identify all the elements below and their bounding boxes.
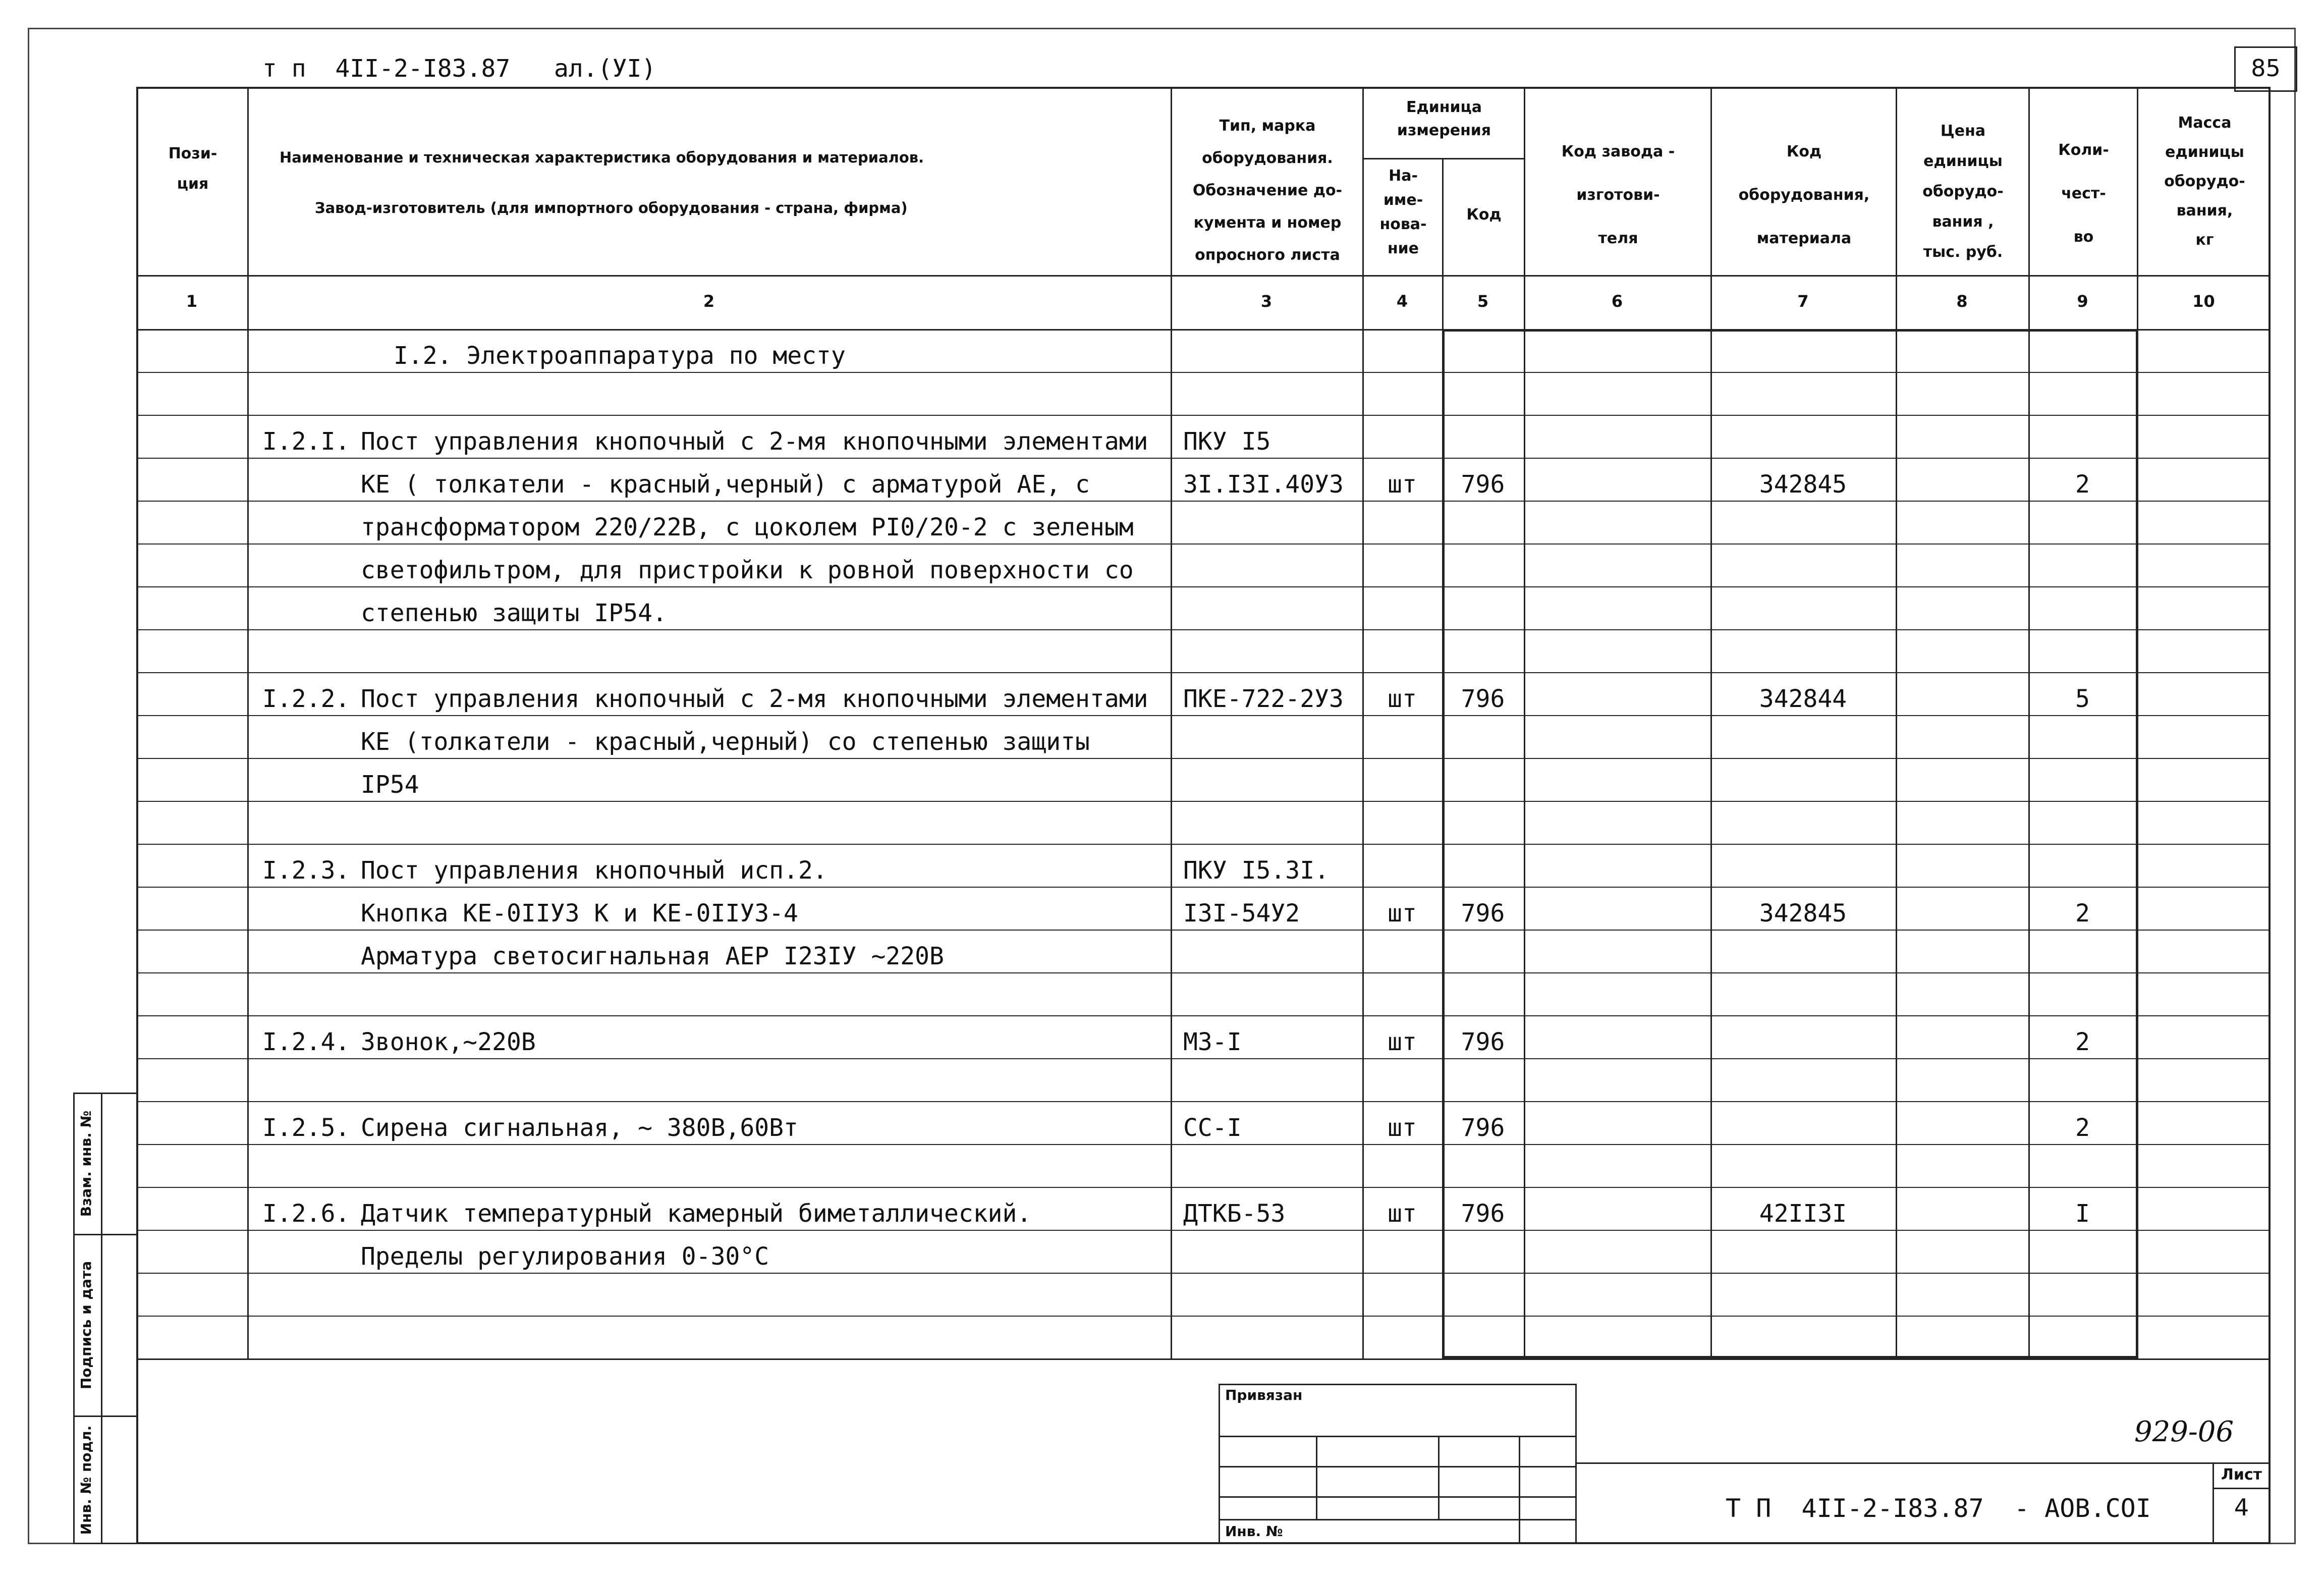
inv-no-label: Инв. № (1225, 1523, 1283, 1540)
column-number: 1 (186, 292, 198, 311)
header-unit-code: Код (1466, 206, 1502, 224)
row-position: I.2.2. (262, 685, 350, 713)
header-mass-l1: Масса (2178, 114, 2232, 132)
header-price-l1: Цена (1940, 122, 1986, 140)
row-quantity: I (2075, 1200, 2090, 1228)
row-type: СС-I (1183, 1114, 1242, 1142)
col-line-2 (1171, 87, 1172, 1358)
row-quantity: 2 (2075, 1028, 2090, 1056)
row-unit: шт (1388, 1028, 1417, 1056)
row-unit: шт (1388, 899, 1417, 928)
col-line-1 (247, 87, 249, 1358)
row-name: Пределы регулирования 0-30°С (361, 1242, 769, 1271)
title-top-line (1577, 1462, 2271, 1464)
row-position: I.2.4. (262, 1028, 350, 1056)
header-price-l2: единицы (1923, 152, 2003, 170)
row-name: Звонок,~220В (361, 1028, 536, 1056)
row-unit: шт (1388, 685, 1417, 713)
header-mass-l2: единицы (2165, 143, 2244, 161)
header-mass (2139, 108, 2271, 255)
doc-reference: т п 4II-2-I83.87 ал.(УI) (262, 55, 656, 83)
header-factory-l2: изготови- (1576, 186, 1660, 204)
header-type-l1: Тип, марка (1219, 117, 1316, 135)
header-type-l3: Обозначение до- (1192, 182, 1343, 199)
row-unit-code: 796 (1461, 1200, 1505, 1228)
pb-line-1 (1219, 1436, 1577, 1437)
row-equipment-code: 342845 (1759, 899, 1847, 928)
row-unit: шт (1388, 1114, 1417, 1142)
handwritten-code: 929-06 (2134, 1415, 2234, 1448)
header-type-l2: оборудования. (1202, 149, 1333, 167)
row-name: Сирена сигнальная, ~ 380В,60Вт (361, 1114, 798, 1142)
col-line-3 (1362, 87, 1364, 1358)
header-unit-name-l4: ние (1387, 240, 1419, 257)
header-name-line1: Наименование и техническая характеристика оборудования и материалов. (280, 149, 924, 166)
header-unit-name (1364, 164, 1442, 261)
row-quantity: 2 (2075, 1114, 2090, 1142)
header-unit-name-l2: име- (1383, 191, 1423, 209)
pb-v-2 (1438, 1436, 1440, 1519)
row-position: I.2.5. (262, 1114, 350, 1142)
header-price-l3: оборудо- (1922, 183, 2004, 200)
header-qty-l2: чест- (2061, 185, 2106, 202)
column-number: 2 (703, 292, 715, 311)
row-name: степенью защиты IР54. (361, 599, 667, 627)
header-mass-l4: вания, (2176, 202, 2233, 220)
row-position: I.2.6. (262, 1200, 350, 1228)
row-quantity: 5 (2075, 685, 2090, 713)
header-price-l4: вания , (1932, 213, 1994, 231)
row-type: ПКУ I5.3I. (1183, 856, 1329, 885)
row-unit-code: 796 (1461, 899, 1505, 928)
column-number: 9 (2077, 292, 2088, 311)
column-number: 5 (1477, 292, 1489, 311)
side-podpis: Подпись и дата (78, 1261, 94, 1390)
sheet-label: Лист (2221, 1466, 2262, 1484)
header-unit-name-l3: нова- (1379, 215, 1427, 233)
row-unit-code: 796 (1461, 685, 1505, 713)
column-number: 4 (1396, 292, 1408, 311)
row-position: I.2.I. (262, 427, 350, 456)
row-quantity: 2 (2075, 470, 2090, 499)
highlight-box (1442, 329, 2138, 1358)
column-number: 6 (1611, 292, 1623, 311)
header-equipment-code (1712, 130, 1896, 260)
row-type: ПКУ I5 (1183, 427, 1271, 456)
header-unit-l1: Единица (1406, 98, 1482, 116)
pb-line-4 (1219, 1519, 1577, 1520)
header-factory-l3: теля (1598, 230, 1638, 247)
row-name: КЕ (толкатели - красный,черный) со степенью защиты (361, 728, 1090, 756)
header-quantity (2030, 129, 2137, 259)
column-number: 10 (2192, 292, 2215, 311)
footer-document-code: Т П 4II-2-I83.87 - АОВ.СОI (1726, 1494, 2151, 1523)
row-name: светофильтром, для пристройки к ровной поверхности со (361, 556, 1134, 584)
header-factory-l1: Код завода - (1561, 143, 1675, 160)
header-name (249, 132, 1171, 233)
column-number: 7 (1797, 292, 1809, 311)
privyazan-label: Привязан (1225, 1387, 1303, 1403)
row-name: Пост управления кнопочный с 2-мя кнопочными элементами (361, 685, 1148, 713)
row-equipment-code: 42II3I (1759, 1200, 1847, 1228)
row-quantity: 2 (2075, 899, 2090, 928)
sheet-number: 4 (2234, 1494, 2249, 1521)
row-name: Пост управления кнопочный с 2-мя кнопочными элементами (361, 427, 1148, 456)
side-vzam: Взам. инв. № (78, 1110, 94, 1217)
header-price (1898, 116, 2028, 267)
sheet-label-line (2212, 1488, 2271, 1489)
row-name: КЕ ( толкатели - красный,черный) с арматурой АЕ, с (361, 470, 1090, 499)
pb-v-3 (1519, 1436, 1520, 1544)
pb-line-3 (1219, 1496, 1577, 1498)
header-mass-l3: оборудо- (2164, 173, 2245, 190)
row-name: IР54 (361, 771, 419, 799)
header-unit-name-l1: На- (1389, 167, 1418, 185)
pb-v-1 (1316, 1436, 1317, 1519)
header-price-l5: тыс. руб. (1923, 243, 2003, 261)
row-name: Датчик температурный камерный биметаллический. (361, 1200, 1032, 1228)
header-mass-l5: кг (2195, 231, 2214, 249)
row-unit-code: 796 (1461, 1028, 1505, 1056)
header-qty-l3: во (2073, 228, 2094, 246)
row-type: МЗ-I (1183, 1028, 1242, 1056)
header-position (138, 139, 247, 199)
row-name: Арматура светосигнальная АЕР I23IУ ~220В (361, 942, 944, 970)
row-type: ДТКБ-53 (1183, 1200, 1286, 1228)
header-factory-code (1526, 130, 1710, 260)
section-title: I.2. Электроаппаратура по месту (394, 342, 846, 370)
header-position-line2: ция (177, 175, 209, 193)
row-type: ПКЕ-722-2У3 (1183, 685, 1344, 713)
header-equip-l2: оборудования, (1738, 186, 1870, 204)
row-name: трансформатором 220/22В, с цоколем РI0/20-2 с зеленым (361, 513, 1134, 541)
column-number: 8 (1956, 292, 1968, 311)
column-number: 3 (1260, 292, 1272, 311)
header-equip-l3: материала (1756, 230, 1852, 247)
side-stamp-divider (101, 1093, 102, 1544)
header-position-line1: Пози- (168, 145, 217, 162)
header-type-l4: кумента и номер (1193, 214, 1342, 232)
header-unit-l2: измерения (1397, 122, 1491, 139)
table-body-bottom (136, 1358, 2271, 1360)
page-number: 85 (2251, 55, 2281, 82)
row-unit-code: 796 (1461, 470, 1505, 499)
side-inv-podl: Инв. № подл. (78, 1425, 94, 1535)
row-unit-code: 796 (1461, 1114, 1505, 1142)
header-qty-l1: Коли- (2058, 141, 2109, 159)
row-unit: шт (1388, 470, 1417, 499)
row-name: Кнопка КЕ-0IIУ3 К и КЕ-0IIУ3-4 (361, 899, 798, 928)
row-equipment-code: 342845 (1759, 470, 1847, 499)
row-equipment-code: 342844 (1759, 685, 1847, 713)
header-bottom-line (136, 275, 2271, 277)
row-type: I3I-54У2 (1183, 899, 1300, 928)
row-position: I.2.3. (262, 856, 350, 885)
pb-line-2 (1219, 1466, 1577, 1467)
row-type: 3I.I3I.40У3 (1183, 470, 1344, 499)
row-unit: шт (1388, 1200, 1417, 1228)
header-equip-l1: Код (1786, 143, 1822, 160)
row-name: Пост управления кнопочный исп.2. (361, 856, 827, 885)
unit-sub-line (1362, 158, 1525, 159)
header-unit (1364, 96, 1524, 142)
header-name-line2: Завод-изготовитель (для импортного оборудования - страна, фирма) (315, 199, 908, 216)
header-type-l5: опросного листа (1195, 246, 1340, 264)
header-type (1173, 110, 1362, 271)
